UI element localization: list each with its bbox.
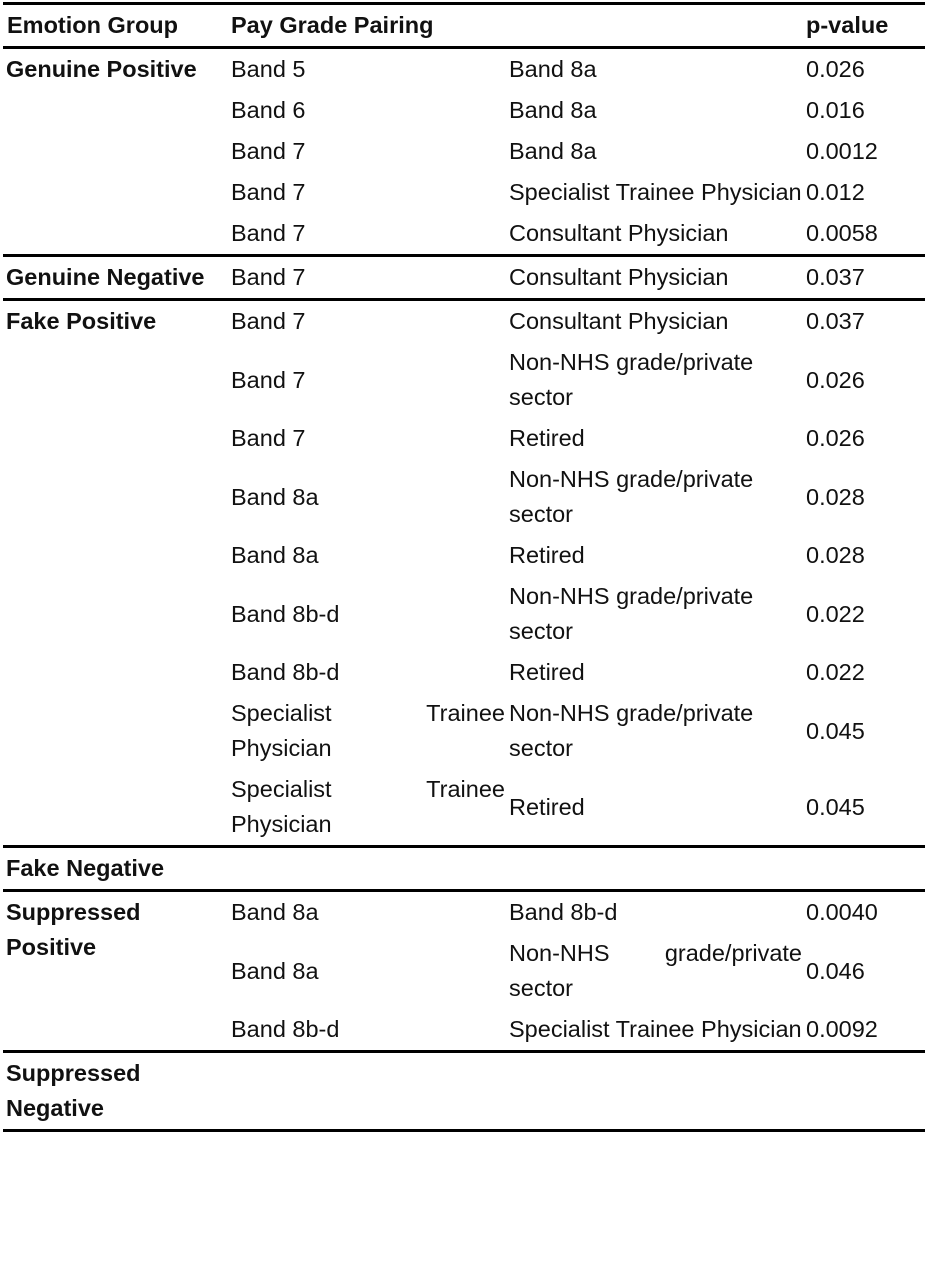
grade-b: Specialist Trainee Physician bbox=[509, 1016, 802, 1042]
p-value: 0.026 bbox=[806, 56, 865, 82]
group-suppressed-negative bbox=[3, 1052, 925, 1131]
grade-b: Specialist Trainee Physician bbox=[509, 179, 802, 205]
p-value: 0.016 bbox=[806, 97, 865, 123]
emotion-group-label: Fake Positive bbox=[6, 308, 157, 334]
header-pay-grade-pairing: Pay Grade Pairing bbox=[231, 12, 434, 38]
grade-a: Band 7 bbox=[231, 264, 306, 290]
p-value: 0.028 bbox=[806, 542, 865, 568]
grade-b: Consultant Physician bbox=[509, 308, 729, 334]
table-row bbox=[3, 300, 925, 343]
p-value: 0.026 bbox=[806, 425, 865, 451]
p-value: 0.022 bbox=[806, 659, 865, 685]
grade-a: Band 5 bbox=[231, 56, 306, 82]
grade-a: Specialist Trainee Physician bbox=[231, 776, 505, 837]
grade-b: Retired bbox=[509, 659, 585, 685]
p-value: 0.026 bbox=[806, 366, 865, 393]
group-genuine-negative bbox=[3, 256, 925, 300]
grade-b: Consultant Physician bbox=[509, 220, 729, 246]
group-fake-positive bbox=[3, 300, 925, 847]
table-row bbox=[3, 1052, 925, 1131]
grade-a: Band 8a bbox=[231, 899, 319, 925]
grade-a: Band 7 bbox=[231, 220, 306, 246]
p-value: 0.012 bbox=[806, 179, 865, 205]
grade-a: Band 8b-d bbox=[231, 600, 340, 627]
empty-cell bbox=[227, 1052, 505, 1131]
emotion-group-label: Genuine Positive bbox=[6, 56, 197, 82]
p-value: 0.022 bbox=[806, 600, 865, 627]
pay-grade-pvalue-table bbox=[3, 2, 925, 1132]
grade-a: Band 7 bbox=[231, 308, 306, 334]
header-row bbox=[3, 4, 925, 48]
grade-b: Non-NHS grade/private sector bbox=[509, 700, 754, 761]
grade-a: Band 8a bbox=[231, 483, 319, 510]
group-genuine-positive bbox=[3, 48, 925, 256]
p-value: 0.0092 bbox=[806, 1016, 878, 1042]
table-row bbox=[3, 891, 925, 934]
grade-a: Band 8b-d bbox=[231, 1016, 340, 1042]
grade-a: Band 8a bbox=[231, 957, 319, 984]
grade-a: Band 7 bbox=[231, 179, 306, 205]
grade-a: Band 7 bbox=[231, 425, 306, 451]
group-suppressed-positive bbox=[3, 891, 925, 1052]
grade-b: Non-NHS grade/private sector bbox=[509, 466, 754, 527]
empty-cell bbox=[505, 1052, 802, 1131]
grade-b: Band 8a bbox=[509, 97, 597, 123]
grade-b: Band 8a bbox=[509, 56, 597, 82]
grade-b: Non-NHS grade/private sector bbox=[509, 583, 754, 644]
grade-b: Band 8a bbox=[509, 138, 597, 164]
grade-b: Band 8b-d bbox=[509, 899, 618, 925]
grade-b: Retired bbox=[509, 793, 585, 820]
p-value: 0.045 bbox=[806, 793, 865, 820]
empty-cell bbox=[802, 847, 925, 891]
grade-a: Band 7 bbox=[231, 138, 306, 164]
grade-b: Retired bbox=[509, 542, 585, 568]
table-row bbox=[3, 256, 925, 300]
header-emotion-group: Emotion Group bbox=[7, 12, 179, 38]
empty-cell bbox=[227, 847, 505, 891]
grade-a: Band 8b-d bbox=[231, 659, 340, 685]
emotion-group-label: Fake Negative bbox=[6, 855, 165, 881]
grade-b: Consultant Physician bbox=[509, 264, 729, 290]
grade-a: Band 6 bbox=[231, 97, 306, 123]
header-pairing-second bbox=[505, 4, 802, 48]
grade-a: Band 7 bbox=[231, 366, 306, 393]
p-value: 0.046 bbox=[806, 957, 865, 984]
grade-b: Non-NHS grade/private sector bbox=[509, 349, 754, 410]
grade-a: Band 8a bbox=[231, 542, 319, 568]
empty-cell bbox=[802, 1052, 925, 1131]
empty-cell bbox=[505, 847, 802, 891]
header-p-value: p-value bbox=[806, 12, 889, 38]
group-fake-negative bbox=[3, 847, 925, 891]
p-value: 0.037 bbox=[806, 308, 865, 334]
p-value: 0.0058 bbox=[806, 220, 878, 246]
grade-b: Retired bbox=[509, 425, 585, 451]
grade-a: Specialist Trainee Physician bbox=[231, 700, 505, 761]
p-value: 0.0012 bbox=[806, 138, 878, 164]
p-value: 0.028 bbox=[806, 483, 865, 510]
emotion-group-label: Genuine Negative bbox=[6, 264, 205, 290]
p-value: 0.037 bbox=[806, 264, 865, 290]
p-value: 0.045 bbox=[806, 717, 865, 744]
grade-b: Non-NHS grade/private sector bbox=[509, 940, 802, 1001]
p-value: 0.0040 bbox=[806, 899, 878, 925]
emotion-group-label: Suppressed Negative bbox=[6, 1060, 141, 1121]
table-row bbox=[3, 48, 925, 91]
table-row bbox=[3, 847, 925, 891]
emotion-group-label: Suppressed Positive bbox=[6, 899, 141, 960]
